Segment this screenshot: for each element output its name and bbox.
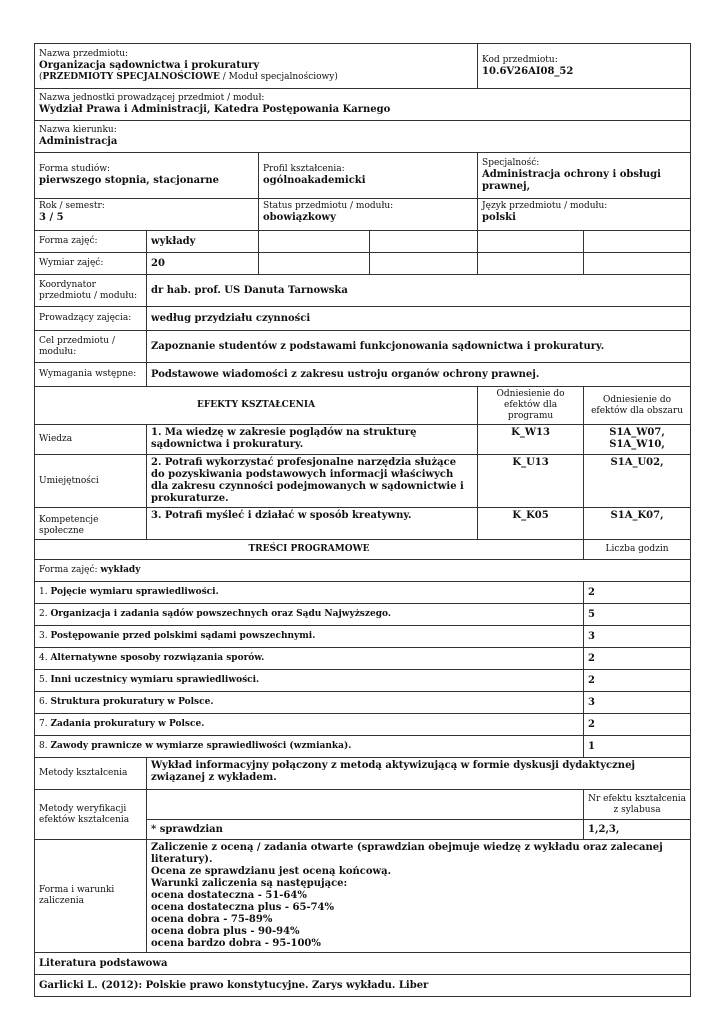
topic-title: 7. Zadania prokuratury w Polsce.	[35, 714, 584, 736]
verification-refs: 1,2,3,	[584, 820, 691, 840]
assessment-label: Forma i warunki zaliczenia	[35, 840, 147, 953]
field-row	[35, 121, 691, 153]
outcomes-area-header: Odniesienie do efektów dla obszaru	[584, 387, 691, 425]
syllabus-page	[34, 43, 690, 997]
subject-cell	[35, 44, 478, 89]
study-form-label: Forma studiów:	[39, 164, 111, 174]
outcome-program-ref: K_K05	[478, 508, 584, 540]
topic-hours: 2	[584, 714, 691, 736]
profile-value: ogólnoakademicki	[263, 175, 366, 186]
class-hours-value: 20	[147, 253, 259, 275]
outcome-program-ref: K_U13	[478, 455, 584, 508]
outcome-category: Wiedza	[35, 425, 147, 455]
empty-cell	[370, 231, 478, 253]
topic-row	[35, 714, 691, 736]
code-cell	[478, 44, 691, 89]
topic-hours: 3	[584, 692, 691, 714]
unit-label: Nazwa jednostki prowadzącej przedmiot / moduł:	[39, 93, 265, 103]
syllabus-table	[34, 43, 691, 997]
goal-label: Cel przedmiotu / modułu:	[35, 331, 147, 363]
goal-value: Zapoznanie studentów z podstawami funkcjonowania sądownictwa i prokuratury.	[147, 331, 691, 363]
field-cell	[35, 121, 691, 153]
requirements-label: Wymagania wstępne:	[35, 363, 147, 387]
content-header: TREŚCI PROGRAMOWE	[35, 540, 584, 560]
topic-row	[35, 582, 691, 604]
topic-title: 5. Inni uczestnicy wymiaru sprawiedliwości.	[35, 670, 584, 692]
profile-cell	[259, 153, 478, 199]
literature-header-row	[35, 953, 691, 975]
outcome-row	[35, 455, 691, 508]
subject-row	[35, 44, 691, 89]
teaching-methods-value: Wykład informacyjny połączony z metodą aktywizującą w formie dyskusji dydaktycznej związanej z wykładem.	[147, 758, 691, 790]
subject-label: Nazwa przedmiotu:	[39, 49, 129, 59]
outcome-category: Kompetencje społeczne	[35, 508, 147, 540]
unit-row	[35, 89, 691, 121]
topic-hours: 2	[584, 582, 691, 604]
topic-title: 1. Pojęcie wymiaru sprawiedliwości.	[35, 582, 584, 604]
study-form-value: pierwszego stopnia, stacjonarne	[39, 175, 220, 186]
language-label: Język przedmiotu / modułu:	[482, 201, 608, 211]
study-row	[35, 153, 691, 199]
topic-title: 4. Alternatywne sposoby rozwiązania sporów.	[35, 648, 584, 670]
class-hours-row	[35, 253, 691, 275]
teacher-value: według przydziału czynności	[147, 307, 691, 331]
topic-row	[35, 626, 691, 648]
empty-cell	[478, 231, 584, 253]
code-value: 10.6V26AI08_52	[482, 65, 574, 77]
outcome-text: 3. Potrafi myśleć i działać w sposób kreatywny.	[147, 508, 478, 540]
content-header-row	[35, 540, 691, 560]
teaching-methods-row	[35, 758, 691, 790]
topic-row	[35, 670, 691, 692]
verification-method: * sprawdzian	[147, 820, 584, 840]
profile-label: Profil kształcenia:	[263, 164, 345, 174]
empty-cell	[370, 253, 478, 275]
topic-title: 6. Struktura prokuratury w Polsce.	[35, 692, 584, 714]
specialty-label: Specjalność:	[482, 158, 540, 168]
coordinator-value: dr hab. prof. US Danuta Tarnowska	[147, 275, 691, 307]
topic-title: 8. Zawody prawnicze w wymiarze sprawiedliwości (wzmianka).	[35, 736, 584, 758]
teacher-row	[35, 307, 691, 331]
literature-row	[35, 975, 691, 997]
topic-title: 3. Postępowanie przed polskimi sądami powszechnymi.	[35, 626, 584, 648]
unit-cell	[35, 89, 691, 121]
status-label: Status przedmiotu / modułu:	[263, 201, 394, 211]
verification-ref-header: Nr efektu kształcenia z sylabusa	[584, 790, 691, 820]
outcome-text: 2. Potrafi wykorzystać profesjonalne narzędzia służące do pozyskiwania podstawowych informacji właściwych dla zakresu czynności podejmowanych w sądownictwie i prokuraturze.	[147, 455, 478, 508]
outcome-area-ref: S1A_U02,	[584, 455, 691, 508]
class-form-row	[35, 231, 691, 253]
outcome-area-ref: S1A_W07, S1A_W10,	[584, 425, 691, 455]
year-cell	[35, 199, 259, 231]
topic-hours: 2	[584, 648, 691, 670]
outcome-category: Umiejętności	[35, 455, 147, 508]
field-value: Administracja	[39, 136, 118, 147]
outcomes-header: EFEKTY KSZTAŁCENIA	[35, 387, 478, 425]
year-row	[35, 199, 691, 231]
status-cell	[259, 199, 478, 231]
field-label: Nazwa kierunku:	[39, 125, 117, 135]
specialty-value: Administracja ochrony i obsługi prawnej,	[482, 169, 661, 192]
class-form-label: Forma zajęć:	[35, 231, 147, 253]
year-value: 3 / 5	[39, 212, 64, 223]
requirements-value: Podstawowe wiadomości z zakresu ustroju organów ochrony prawnej.	[147, 363, 691, 387]
unit-value: Wydział Prawa i Administracji, Katedra Postępowania Karnego	[39, 104, 391, 115]
class-form-value: wykłady	[147, 231, 259, 253]
coordinator-label: Koordynator przedmiotu / modułu:	[35, 275, 147, 307]
empty-cell	[584, 253, 691, 275]
verification-header-row	[35, 790, 691, 820]
content-hours-header: Liczba godzin	[584, 540, 691, 560]
topic-hours: 5	[584, 604, 691, 626]
status-value: obowiązkowy	[263, 212, 336, 223]
empty-cell	[478, 253, 584, 275]
topic-row	[35, 648, 691, 670]
outcomes-header-row	[35, 387, 691, 425]
language-cell	[478, 199, 691, 231]
topic-row	[35, 736, 691, 758]
topic-title: 2. Organizacja i zadania sądów powszechnych oraz Sądu Najwyższego.	[35, 604, 584, 626]
topic-hours: 2	[584, 670, 691, 692]
topic-row	[35, 604, 691, 626]
teacher-label: Prowadzący zajęcia:	[35, 307, 147, 331]
outcomes-program-header: Odniesienie do efektów dla programu	[478, 387, 584, 425]
outcome-row	[35, 508, 691, 540]
literature-item: Garlicki L. (2012): Polskie prawo konstytucyjne. Zarys wykładu. Liber	[35, 975, 691, 997]
assessment-row	[35, 840, 691, 953]
requirements-row	[35, 363, 691, 387]
subject-group: (PRZEDMIOTY SPECJALNOŚCIOWE / Moduł specjalnościowy)	[39, 72, 338, 82]
year-label: Rok / semestr:	[39, 201, 105, 211]
literature-header: Literatura podstawowa	[35, 953, 691, 975]
outcome-area-ref: S1A_K07,	[584, 508, 691, 540]
content-form-row	[35, 560, 691, 582]
empty-cell	[259, 231, 370, 253]
outcome-program-ref: K_W13	[478, 425, 584, 455]
coordinator-row	[35, 275, 691, 307]
empty-cell	[584, 231, 691, 253]
outcome-row	[35, 425, 691, 455]
goal-row	[35, 331, 691, 363]
topic-row	[35, 692, 691, 714]
language-value: polski	[482, 212, 516, 223]
specialty-cell	[478, 153, 691, 199]
topic-hours: 1	[584, 736, 691, 758]
study-form-cell	[35, 153, 259, 199]
teaching-methods-label: Metody kształcenia	[35, 758, 147, 790]
code-label: Kod przedmiotu:	[482, 54, 558, 65]
class-hours-label: Wymiar zajęć:	[35, 253, 147, 275]
empty-cell	[147, 790, 584, 820]
empty-cell	[259, 253, 370, 275]
outcome-text: 1. Ma wiedzę w zakresie poglądów na strukturę sądownictwa i prokuratury.	[147, 425, 478, 455]
content-form-cell: Forma zajęć: wykłady	[35, 560, 691, 582]
assessment-conditions: Zaliczenie z oceną / zadania otwarte (sprawdzian obejmuje wiedzę z wykładu oraz zalecanej literatury). Ocena ze sprawdzianu jest oceną końcową. Warunki zaliczenia są następujące: ocena dostateczna - 51-64% ocena dostateczna plus - 65-74% ocena dobra - 75-89% ocena dobra plus - 90-94% ocena bardzo dobra - 95-100%	[147, 840, 691, 953]
verification-label: Metody weryfikacji efektów kształcenia	[35, 790, 147, 840]
subject-name: Organizacja sądownictwa i prokuratury	[39, 60, 260, 71]
topic-hours: 3	[584, 626, 691, 648]
